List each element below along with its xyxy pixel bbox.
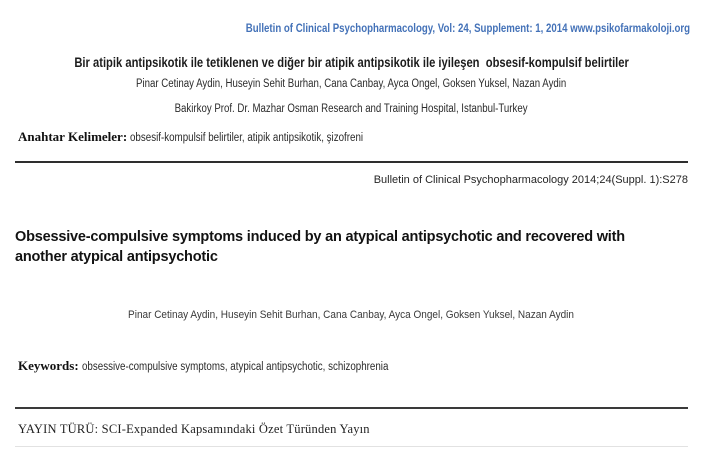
english-authors-text: Pinar Cetinay Aydin, Huseyin Sehit Burhan, Cana Canbay, Ayca Ongel, Goksen Yuksel, Nazan Aydin — [128, 309, 575, 321]
english-keywords-value: obsessive-compulsive symptoms, atypical antipsychotic, schizophrenia — [81, 361, 389, 373]
turkish-keywords-label: Anahtar Kelimeler: — [18, 129, 128, 144]
section-divider-top — [15, 161, 688, 163]
turkish-title — [0, 54, 703, 70]
english-title-line1: Obsessive-compulsive symptoms induced by an atypical antipsychotic and recovered with — [15, 229, 625, 245]
turkish-authors — [0, 78, 703, 90]
turkish-authors-text: Pinar Cetinay Aydin, Huseyin Sehit Burhan, Cana Canbay, Ayca Ongel, Goksen Yuksel, Nazan Aydin — [136, 78, 567, 90]
english-keywords-label: Keywords: — [18, 358, 79, 373]
turkish-keywords-value: obsesif-kompulsif belirtiler, atipik antipsikotik, şizofreni — [130, 132, 364, 144]
bottom-faint-divider — [15, 446, 688, 447]
english-keywords-line — [18, 358, 442, 374]
turkish-title-text: Bir atipik antipsikotik ile tetiklenen ve diğer bir atipik antipsikotik ile iyileşen obsesif-kompulsif belirtiler — [74, 54, 629, 70]
english-title — [15, 227, 693, 267]
affiliation-text: Bakirkoy Prof. Dr. Mazhar Osman Research and Training Hospital, Istanbul-Turkey — [175, 103, 528, 115]
journal-website-link[interactable]: www.psikofarmakoloji.org — [570, 23, 690, 35]
english-authors — [0, 309, 703, 321]
section-divider-bottom — [15, 407, 688, 409]
english-title-line2: another atypical antipsychotic — [15, 249, 218, 265]
journal-header — [0, 11, 690, 47]
journal-header-text: Bulletin of Clinical Psychopharmacology, Vol: 24, Supplement: 1, 2014 — [245, 23, 568, 35]
citation-line: Bulletin of Clinical Psychopharmacology 2014;24(Suppl. 1):S278 — [373, 174, 688, 186]
publication-type-line: YAYIN TÜRÜ: SCI-Expanded Kapsamındaki Özet Türünden Yayın — [18, 422, 370, 436]
affiliation-line — [0, 103, 703, 115]
turkish-keywords-line — [18, 129, 405, 145]
